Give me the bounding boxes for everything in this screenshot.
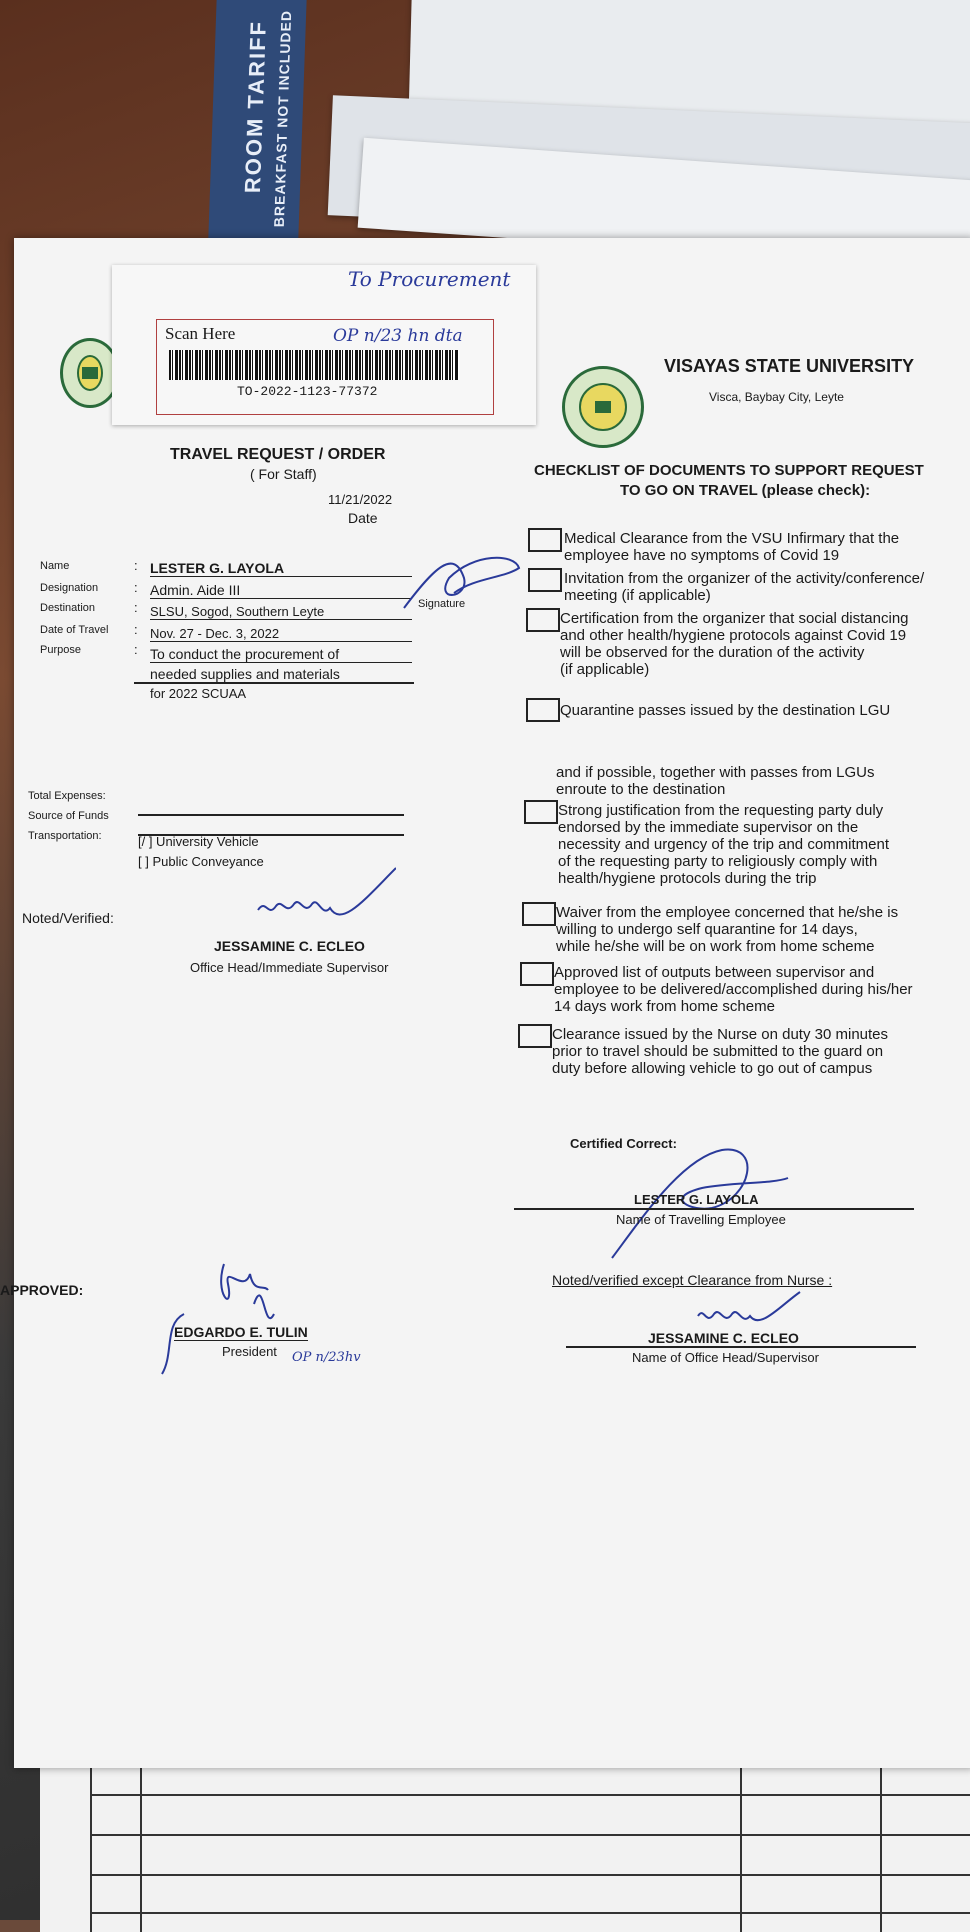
university-seal-left [60,338,120,408]
handwritten-note-procurement: To Procurement [348,267,511,291]
checkbox-nurse-clearance[interactable] [518,1024,552,1048]
barcode-frame [156,319,494,415]
noted-verified-label: Noted/Verified: [22,910,114,926]
supervisor-signature [246,858,396,948]
supervisor-name: JESSAMINE C. ECLEO [214,938,365,954]
university-seal-right [562,366,644,448]
tariff-subtitle: BREAKFAST NOT INCLUDED [270,10,295,228]
employee-caption: Name of Travelling Employee [616,1212,786,1227]
checklist-item: Strong justification from the requesting party duly endorsed by the immediate supervisor on the necessity and urgency of the trip and commitment of the requesting party to religiously comply with health/hygiene protocols during the trip [558,802,889,887]
head-caption: Name of Office Head/Supervisor [632,1350,819,1365]
university-address: Visca, Baybay City, Leyte [709,390,844,404]
routing-label [112,265,536,425]
form-title: TRAVEL REQUEST / ORDER [170,446,386,463]
room-tariff-card [207,0,306,265]
scan-here-label: Scan Here [165,324,236,343]
purpose-continued-2: for 2022 SCUAA [150,686,247,701]
transport-public-conveyance: [ ] Public Conveyance [138,854,264,869]
noted-except-label: Noted/verified except Clearance from Nurse : [552,1272,833,1288]
checkbox-invitation[interactable] [528,568,562,592]
field-value-name: LESTER G. LAYOLA [150,560,412,577]
checkbox-strong-justification[interactable] [524,800,558,824]
date-value: 11/21/2022 [328,492,393,507]
signature-label: Signature [418,598,466,610]
total-expenses-label: Total Expenses: [28,790,106,802]
field-label-date-of-travel: Date of Travel [40,624,109,636]
field-value-purpose: To conduct the procurement of [150,646,412,663]
checkbox-quarantine-passes[interactable] [526,698,560,722]
checklist-title-line-1: CHECKLIST OF DOCUMENTS TO SUPPORT REQUEST [534,462,924,479]
applicant-signature [394,548,524,618]
tariff-title: ROOM TARIFF [239,20,271,194]
checklist-item: Approved list of outputs between supervisor and employee to be delivered/accomplished during his/her 14 days work from home scheme [554,964,913,1015]
bottom-table-sheet [40,1762,970,1932]
checkbox-medical-clearance[interactable] [528,528,562,552]
field-value-destination: SLSU, Sogod, Southern Leyte [150,604,412,620]
date-label: Date [348,510,378,526]
president-handnote: OP n/23hv [292,1350,361,1365]
field-label-destination: Destination [40,602,96,614]
source-of-funds-label: Source of Funds [28,810,109,822]
handwritten-note-op: OP n/23 hn dta [333,326,463,346]
checklist-item: Medical Clearance from the VSU Infirmary that the employee have no symptoms of Covid 19 [564,530,900,564]
checklist-item: Invitation from the organizer of the activity/conference/ meeting (if applicable) [564,570,925,604]
field-label-name: Name [40,560,70,572]
form-subtitle: ( For Staff) [250,466,317,482]
checklist-item: Quarantine passes issued by the destination LGU [560,702,891,719]
field-value-designation: Admin. Aide III [150,582,412,599]
checkbox-waiver[interactable] [522,902,556,926]
field-value-date-of-travel: Nov. 27 - Dec. 3, 2022 [150,626,412,642]
field-label-designation: Designation [40,582,99,594]
checklist-item: Clearance issued by the Nurse on duty 30 minutes prior to travel should be submitted to the guard on duty before allowing vehicle to go out of campus [552,1026,889,1077]
transport-university-vehicle: [/ ] University Vehicle [138,834,259,849]
travel-request-document: VISAYAS STATE UNIVERSITY Visca, Baybay City, Leyte TRAVEL REQUEST / ORDER ( For Staff) 11/21/2022 Date Name Designation Destination Date of Travel Purpose : : : : : LESTER G. LAYOLA Admin. Aide III SLSU, Sogod, Southern Leyte Nov. 27 - Dec. 3, 2022 To conduct the procurement of needed supplies and materials for 2022 SCUAA Signature Total Expenses: Source of Funds Transportation: [/ ] University Vehicle [ ] Public Conveyance Noted/Verified: JESSAMINE C. ECLEO Office Head/Immediate Supervisor APPROVED: EDGARDO E. TULIN President OP n/23hv CHECKLIST OF DOCUMENTS TO SUPPORT REQUEST TO GO ON TRAVEL (please check): Medical Clearance from the VSU Infirmary that the employee have no symptoms of Covid 19 Invitation from the organizer of the activity/conference/ meeting (if applicable) Certification from the organizer that social distancing and other health/hygiene protocols against Covid 19 will be observed for the duration of the activity (if applicable) Quarantine passes issued by the destination LGU and if possible, together with passes from LGUs enroute to the destination Strong justification from the requesting party duly endorsed by the immediate supervisor on the necessity and urgency of the trip and commitment of the requesting party to religiously comply with health/hygiene protocols during the trip Waiver from the employee concerned that he/she is willing to undergo self quarantine for 14 days, while he/she will be on work from home scheme Approved list of outputs between supervisor and employee to be delivered/accomplished during his/her 14 days work from home scheme Clearance issued by the Nurse on duty 30 minutes prior to travel should be submitted to the guard on duty before allowing vehicle to go out of campus Certified Correct: LESTER G. LAYOLA Name of Travelling Employee Noted/verified except Clearance from Nurse : JESSAMINE C. ECLEO Name of Office Head/Supervisor [14,238,970,1768]
checkbox-approved-outputs[interactable] [520,962,554,986]
head-name: JESSAMINE C. ECLEO [648,1330,799,1346]
university-name: VISAYAS STATE UNIVERSITY [664,356,915,376]
checklist-item: Certification from the organizer that social distancing and other health/hygiene protocols against Covid 19 will be observed for the duration of the activity (if applicable) [560,610,909,678]
purpose-continued-1: needed supplies and materials [150,666,340,682]
employee-name: LESTER G. LAYOLA [634,1192,759,1207]
travel-order-code: TO-2022-1123-77372 [237,384,378,399]
transportation-label: Transportation: [28,830,102,842]
checklist-title-line-2: TO GO ON TRAVEL (please check): [620,482,871,499]
supervisor-title: Office Head/Immediate Supervisor [190,960,389,975]
certified-correct-label: Certified Correct: [570,1136,677,1151]
president-title: President [222,1344,277,1359]
checkbox-certification[interactable] [526,608,560,632]
approved-label: APPROVED: [0,1282,84,1298]
field-label-purpose: Purpose [40,644,81,656]
president-name: EDGARDO E. TULIN [174,1324,308,1340]
barcode[interactable] [169,350,459,380]
checklist-item-continued: and if possible, together with passes from LGUs enroute to the destination [556,764,875,798]
checklist-item: Waiver from the employee concerned that he/she is willing to undergo self quarantine for 14 days, while he/she will be on work from home scheme [556,904,899,955]
